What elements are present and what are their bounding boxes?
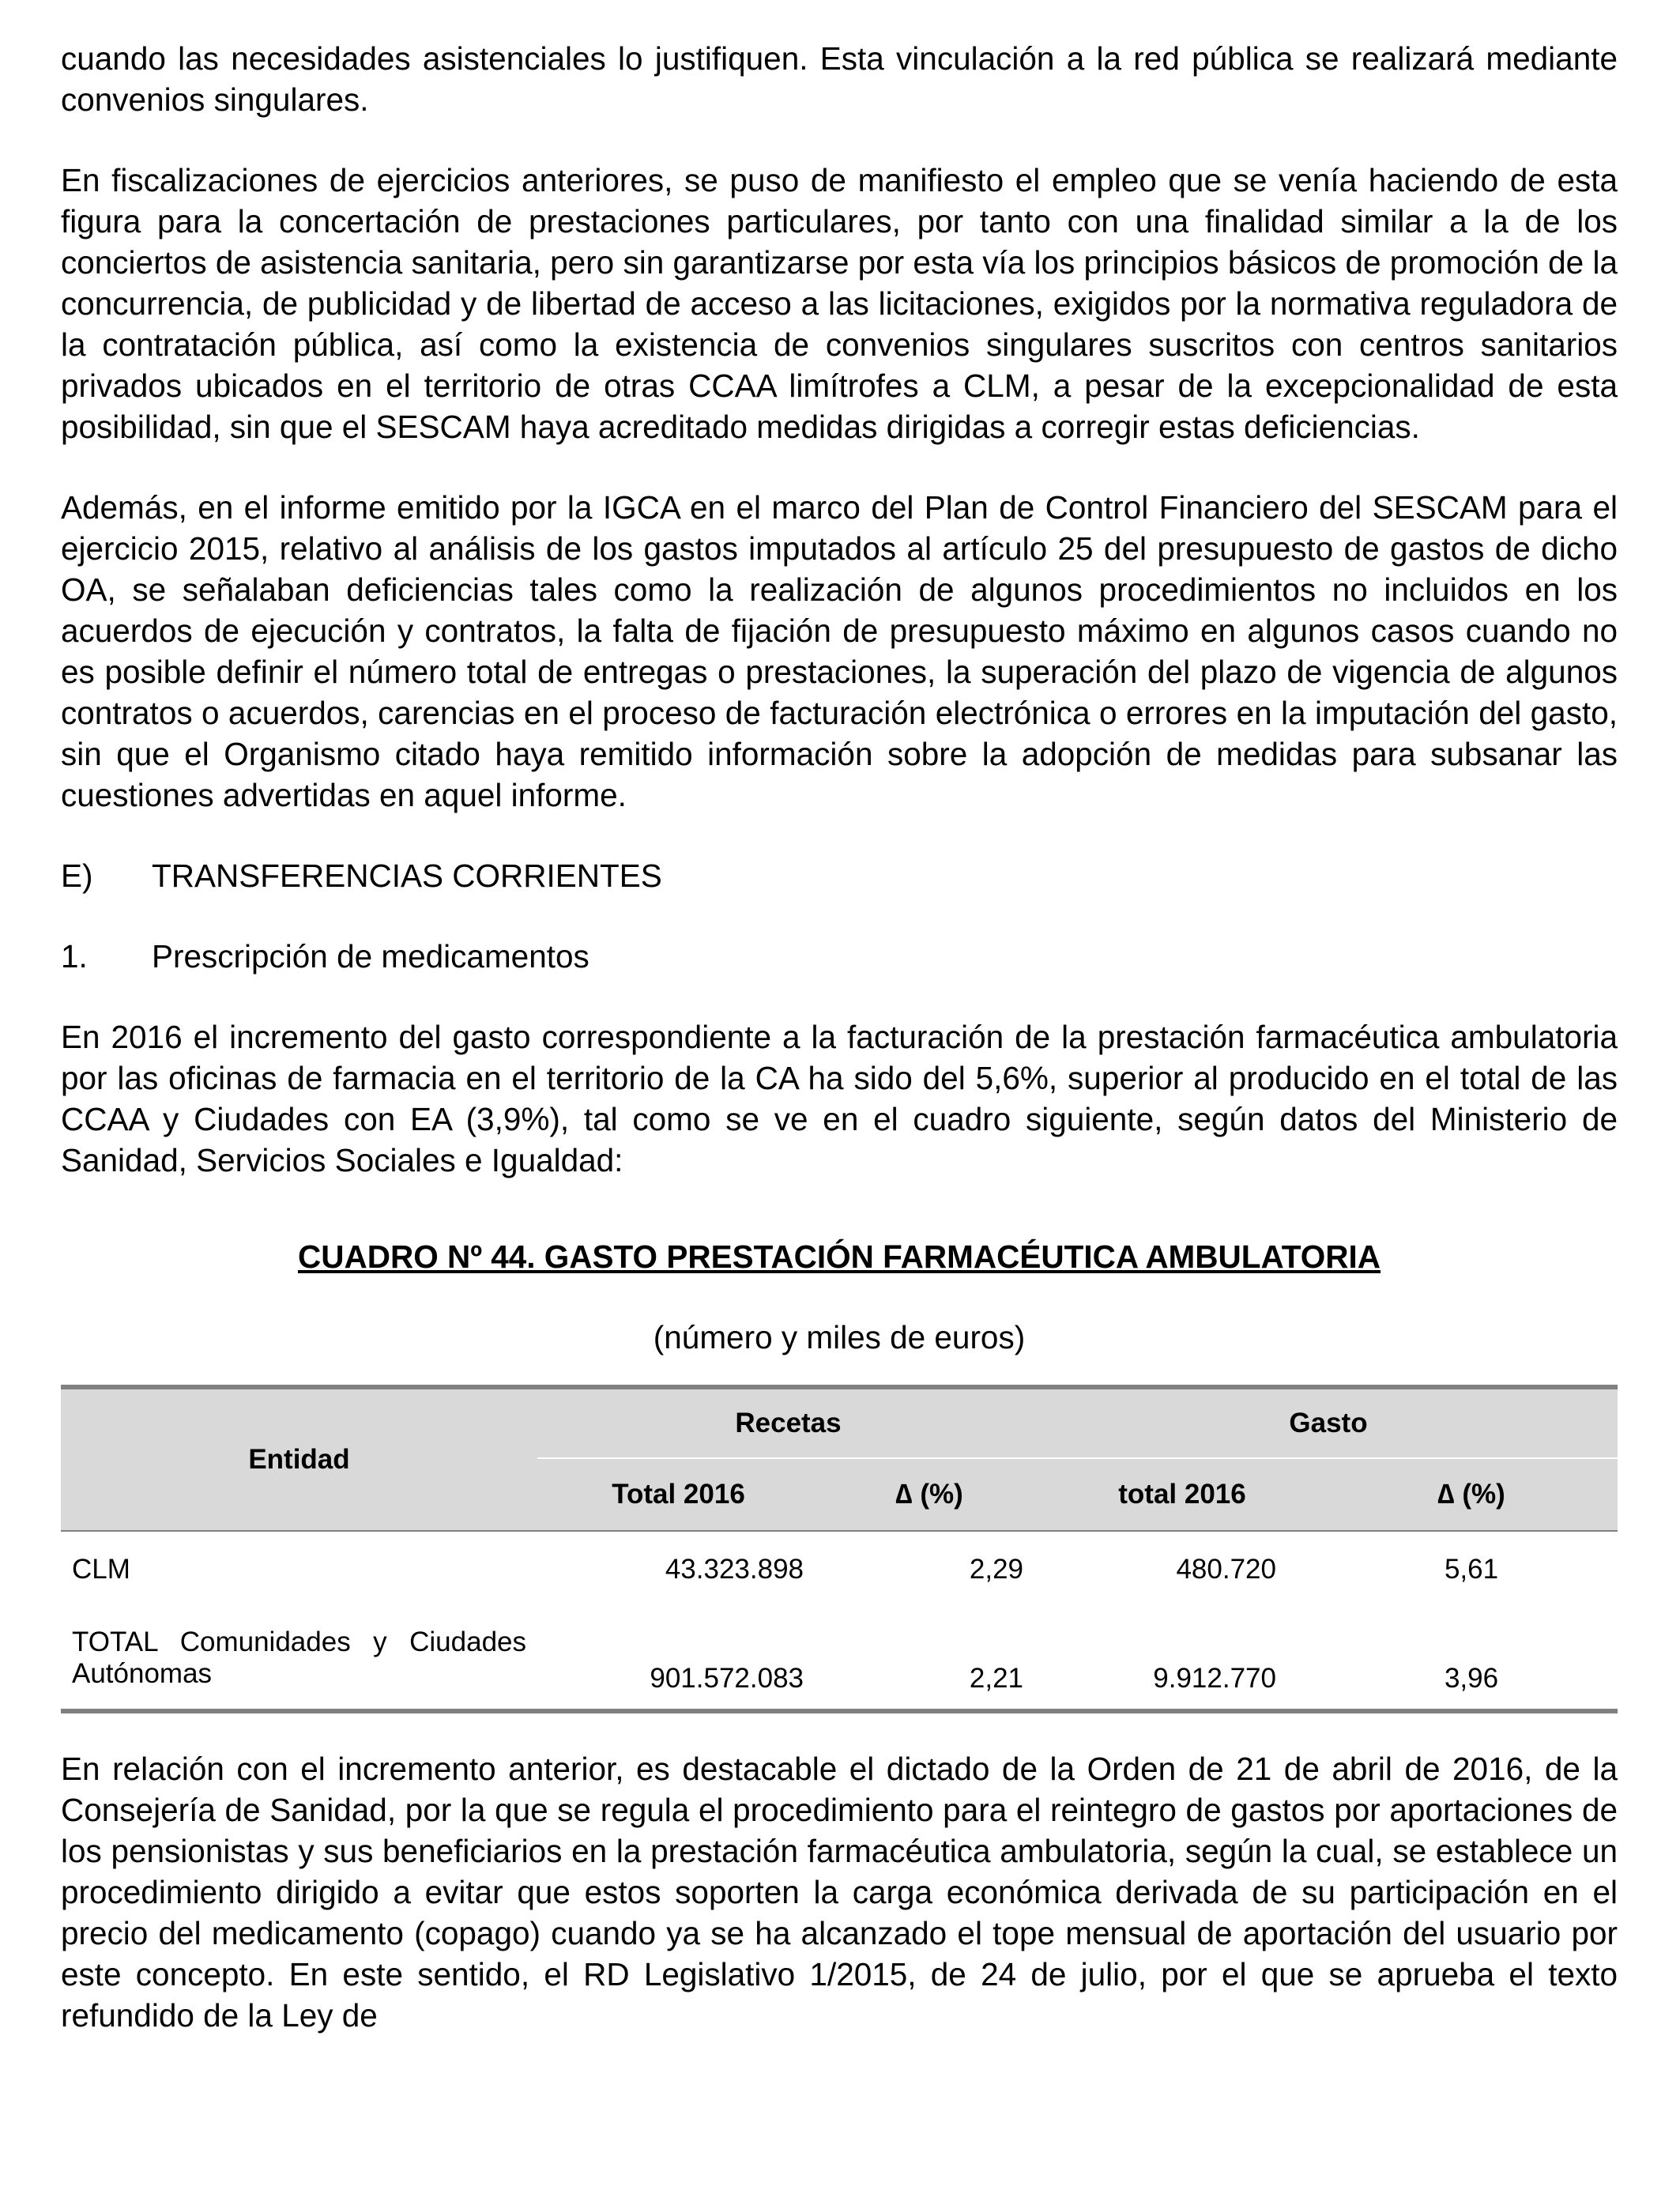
row-gasto-total: 9.912.770 bbox=[1039, 1608, 1325, 1711]
section-heading bbox=[61, 855, 1618, 896]
row-entidad: CLM bbox=[61, 1531, 537, 1608]
table-header-row-1 bbox=[61, 1387, 1618, 1458]
table-row bbox=[61, 1531, 1618, 1608]
pharma-expense-table bbox=[61, 1385, 1618, 1713]
table-row bbox=[61, 1608, 1618, 1711]
header-gasto: Gasto bbox=[1039, 1387, 1618, 1458]
row-recetas-total: 43.323.898 bbox=[537, 1531, 819, 1608]
row-entidad: TOTAL Comunidades y Ciudades Autónomas bbox=[61, 1608, 537, 1711]
header-gasto-total: total 2016 bbox=[1039, 1458, 1325, 1531]
row-recetas-total: 901.572.083 bbox=[537, 1608, 819, 1711]
section-title: TRANSFERENCIAS CORRIENTES bbox=[152, 858, 662, 894]
row-gasto-delta: 5,61 bbox=[1325, 1531, 1618, 1608]
header-recetas-total: Total 2016 bbox=[537, 1458, 819, 1531]
subsection-number: 1. bbox=[61, 938, 88, 974]
paragraph-informe-igca: Además, en el informe emitido por la IGCA en el marco del Plan de Control Financiero del SESCAM para el ejercicio 2015, relativo al análisis de los gastos imputados al artículo 25 del presupuesto de gastos de dicho OA, se señalaban deficiencias tales como la realización de algunos procedimientos no incluidos en los acuerdos de ejecución y contratos, la falta de fijación de presupuesto máximo en algunos casos cuando no es posible definir el número total de entregas o prestaciones, la superación del plazo de vigencia de algunos contratos o acuerdos, carencias en el proceso de facturación electrónica o errores en la imputación del gasto, sin que el Organismo citado haya remitido información sobre la adopción de medidas para subsanar las cuestiones advertidas en aquel informe. bbox=[61, 489, 1618, 813]
document-page bbox=[61, 38, 1618, 2075]
row-gasto-total: 480.720 bbox=[1039, 1531, 1325, 1608]
header-recetas-delta: ∆ (%) bbox=[819, 1458, 1039, 1531]
header-recetas: Recetas bbox=[537, 1387, 1039, 1458]
subsection-heading bbox=[61, 936, 1618, 977]
subsection-title: Prescripción de medicamentos bbox=[152, 938, 590, 974]
header-gasto-delta: ∆ (%) bbox=[1325, 1458, 1618, 1531]
paragraph-incremento-gasto: En 2016 el incremento del gasto correspondiente a la facturación de la prestación farmacéutica ambulatoria por las oficinas de farmacia en el territorio de la CA ha sido del 5,6%, superior al producido en el total de las CCAA y Ciudades con EA (3,9%), tal como se ve en el cuadro siguiente, según datos del Ministerio de Sanidad, Servicios Sociales e Igualdad: bbox=[61, 1019, 1618, 1178]
row-recetas-delta: 2,29 bbox=[819, 1531, 1039, 1608]
table-subtitle: (número y miles de euros) bbox=[653, 1319, 1026, 1355]
table-title: CUADRO Nº 44. GASTO PRESTACIÓN FARMACÉUTICA AMBULATORIA bbox=[297, 1238, 1381, 1275]
paragraph-orden-reintegro: En relación con el incremento anterior, es destacable el dictado de la Orden de 21 de abril de 2016, de la Consejería de Sanidad, por la que se regula el procedimiento para el reintegro de gastos por aportaciones de los pensionistas y sus beneficiarios en la prestación farmacéutica ambulatoria, según la cual, se establece un procedimiento dirigido a evitar que estos soporten la carga económica derivada de su participación en el precio del medicamento (copago) cuando ya se ha alcanzado el tope mensual de aportación del usuario por este concepto. En este sentido, el RD Legislativo 1/2015, de 24 de julio, por el que se aprueba el texto refundido de la Ley de bbox=[61, 1751, 1618, 2034]
paragraph-fiscalizaciones: En fiscalizaciones de ejercicios anteriores, se puso de manifiesto el empleo que se venía haciendo de esta figura para la concertación de prestaciones particulares, por tanto con una finalidad similar a la de los conciertos de asistencia sanitaria, pero sin garantizarse por esta vía los principios básicos de promoción de la concurrencia, de publicidad y de libertad de acceso a las licitaciones, exigidos por la normativa reguladora de la contratación pública, así como la existencia de convenios singulares suscritos con centros sanitarios privados ubicados en el territorio de otras CCAA limítrofes a CLM, a pesar de la excepcionalidad de esta posibilidad, sin que el SESCAM haya acreditado medidas dirigidas a corregir estas deficiencias. bbox=[61, 162, 1618, 445]
section-letter: E) bbox=[61, 858, 93, 894]
paragraph-convenios-singulares: cuando las necesidades asistenciales lo justifiquen. Esta vinculación a la red pública se realizará mediante convenios singulares. bbox=[61, 40, 1618, 118]
row-gasto-delta: 3,96 bbox=[1325, 1608, 1618, 1711]
header-entidad: Entidad bbox=[61, 1387, 537, 1531]
row-recetas-delta: 2,21 bbox=[819, 1608, 1039, 1711]
